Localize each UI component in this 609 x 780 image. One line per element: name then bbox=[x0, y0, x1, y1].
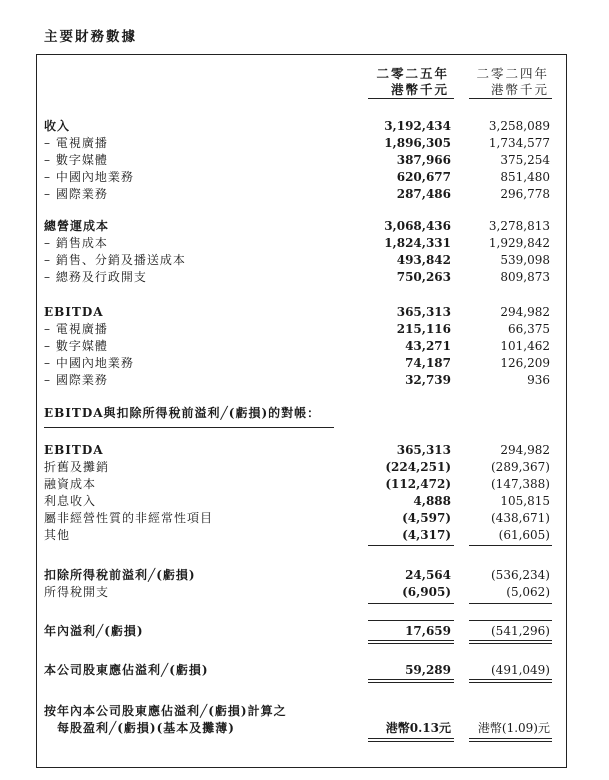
value-current: 港幣0.13元 bbox=[385, 721, 451, 735]
table-row bbox=[44, 662, 550, 679]
row-label: – 電視廣播 bbox=[44, 136, 108, 150]
value-current: 3,068,436 bbox=[384, 219, 451, 233]
total-double-underline bbox=[368, 640, 454, 641]
row-label: 每股盈利╱(虧損)(基本及攤薄) bbox=[44, 721, 235, 735]
col-unit-previous: 港幣千元 bbox=[490, 82, 549, 97]
row-label: – 數字媒體 bbox=[44, 153, 108, 167]
table-row bbox=[44, 252, 550, 269]
row-label: 總營運成本 bbox=[44, 219, 110, 233]
table-row bbox=[44, 405, 550, 422]
value-current: 43,271 bbox=[405, 339, 451, 353]
row-label: 屬非經營性質的非經常性項目 bbox=[44, 511, 214, 525]
value-previous: 66,375 bbox=[508, 322, 550, 336]
table-row bbox=[44, 584, 550, 601]
total-line bbox=[469, 620, 552, 621]
value-current: (4,317) bbox=[402, 528, 451, 542]
row-label: – 中國內地業務 bbox=[44, 170, 134, 184]
value-current: 4,888 bbox=[413, 494, 451, 508]
row-label: – 數字媒體 bbox=[44, 339, 108, 353]
value-current: (6,905) bbox=[402, 585, 451, 599]
row-label: 收入 bbox=[44, 119, 71, 133]
col-header-previous bbox=[476, 66, 549, 98]
total-double-underline bbox=[469, 738, 552, 739]
total-double-underline bbox=[469, 679, 552, 680]
row-label: 扣除所得稅前溢利╱(虧損) bbox=[44, 568, 196, 582]
table-row bbox=[44, 493, 550, 510]
table-row bbox=[44, 169, 550, 186]
value-previous: 105,815 bbox=[500, 494, 550, 508]
value-previous: 851,480 bbox=[500, 170, 550, 184]
value-previous: 294,982 bbox=[500, 305, 550, 319]
value-current: 215,116 bbox=[396, 322, 451, 336]
value-previous: 296,778 bbox=[500, 187, 550, 201]
total-double-underline bbox=[368, 682, 454, 683]
value-current: 1,896,305 bbox=[384, 136, 451, 150]
row-label: – 電視廣播 bbox=[44, 322, 108, 336]
value-current: 74,187 bbox=[405, 356, 451, 370]
value-previous: 126,209 bbox=[500, 356, 550, 370]
row-label: EBITDA bbox=[44, 443, 104, 457]
col-year-previous: 二零二四年 bbox=[476, 66, 549, 81]
table-row bbox=[44, 527, 550, 544]
table-row bbox=[44, 235, 550, 252]
section-divider bbox=[44, 427, 334, 428]
value-current: 365,313 bbox=[396, 305, 451, 319]
row-label: 折舊及攤銷 bbox=[44, 460, 110, 474]
total-double-underline bbox=[469, 643, 552, 644]
value-previous: 1,929,842 bbox=[488, 236, 550, 250]
value-previous: 375,254 bbox=[500, 153, 550, 167]
value-previous: 294,982 bbox=[500, 443, 550, 457]
row-label: 其他 bbox=[44, 528, 71, 542]
row-label: – 銷售、分銷及播送成本 bbox=[44, 253, 186, 267]
col-header-current bbox=[376, 66, 449, 98]
value-current: 59,289 bbox=[405, 663, 451, 677]
value-previous: (61,605) bbox=[498, 528, 550, 542]
row-label: – 國際業務 bbox=[44, 187, 108, 201]
value-previous: 936 bbox=[527, 373, 550, 387]
value-previous: 1,734,577 bbox=[488, 136, 550, 150]
total-line bbox=[368, 620, 454, 621]
value-current: 493,842 bbox=[396, 253, 451, 267]
total-double-underline bbox=[469, 682, 552, 683]
header-underline bbox=[368, 98, 454, 99]
table-row bbox=[44, 355, 550, 372]
value-previous: (5,062) bbox=[506, 585, 550, 599]
total-double-underline bbox=[368, 741, 454, 742]
row-label: – 國際業務 bbox=[44, 373, 108, 387]
row-label: 年內溢利╱(虧損) bbox=[44, 624, 144, 638]
table-row bbox=[44, 304, 550, 321]
total-double-underline bbox=[368, 679, 454, 680]
table-row bbox=[44, 186, 550, 203]
table-row bbox=[44, 135, 550, 152]
col-unit-current: 港幣千元 bbox=[390, 82, 449, 97]
value-previous: 3,278,813 bbox=[488, 219, 550, 233]
row-label: 本公司股東應佔溢利╱(虧損) bbox=[44, 663, 209, 677]
value-current: 287,486 bbox=[396, 187, 451, 201]
total-double-underline bbox=[368, 643, 454, 644]
table-row bbox=[44, 459, 550, 476]
subtotal-underline bbox=[368, 603, 454, 604]
subtotal-underline bbox=[469, 545, 552, 546]
value-previous: (536,234) bbox=[491, 568, 550, 582]
total-double-underline bbox=[469, 640, 552, 641]
table-row bbox=[44, 476, 550, 493]
row-label: 按年內本公司股東應佔溢利╱(虧損)計算之 bbox=[44, 704, 287, 718]
subtotal-underline bbox=[368, 545, 454, 546]
table-row bbox=[44, 269, 550, 286]
value-previous: (289,367) bbox=[491, 460, 550, 474]
row-label: EBITDA與扣除所得稅前溢利╱(虧損)的對帳： bbox=[44, 406, 321, 420]
value-current: (112,472) bbox=[385, 477, 451, 491]
value-previous: 3,258,089 bbox=[488, 119, 550, 133]
value-current: 750,263 bbox=[396, 270, 451, 284]
page-title: 主要財務數據 bbox=[44, 29, 137, 45]
value-previous: 539,098 bbox=[500, 253, 550, 267]
table-row bbox=[44, 118, 550, 135]
table-row bbox=[44, 442, 550, 459]
row-label: – 銷售成本 bbox=[44, 236, 108, 250]
row-label: EBITDA bbox=[44, 305, 104, 319]
table-row bbox=[44, 152, 550, 169]
value-current: (224,251) bbox=[385, 460, 451, 474]
table-row bbox=[44, 623, 550, 640]
total-double-underline bbox=[469, 741, 552, 742]
header-underline bbox=[469, 98, 552, 99]
table-row bbox=[44, 510, 550, 527]
value-previous: 港幣(1.09)元 bbox=[477, 721, 550, 735]
value-current: 3,192,434 bbox=[384, 119, 451, 133]
table-row bbox=[44, 567, 550, 584]
table-row bbox=[44, 338, 550, 355]
value-current: 24,564 bbox=[405, 568, 451, 582]
total-double-underline bbox=[368, 738, 454, 739]
table-row bbox=[44, 720, 550, 737]
table-row bbox=[44, 703, 550, 720]
row-label: 融資成本 bbox=[44, 477, 97, 491]
col-year-current: 二零二五年 bbox=[376, 66, 449, 81]
value-previous: 101,462 bbox=[500, 339, 550, 353]
value-current: 365,313 bbox=[396, 443, 451, 457]
value-previous: (147,388) bbox=[491, 477, 550, 491]
row-label: 利息收入 bbox=[44, 494, 97, 508]
subtotal-underline bbox=[469, 603, 552, 604]
value-current: 32,739 bbox=[405, 373, 451, 387]
row-label: – 中國內地業務 bbox=[44, 356, 134, 370]
table-row bbox=[44, 372, 550, 389]
value-current: 387,966 bbox=[396, 153, 451, 167]
value-previous: (491,049) bbox=[491, 663, 550, 677]
value-previous: (438,671) bbox=[491, 511, 550, 525]
row-label: 所得稅開支 bbox=[44, 585, 110, 599]
value-previous: (541,296) bbox=[491, 624, 550, 638]
value-current: 1,824,331 bbox=[384, 236, 451, 250]
table-row bbox=[44, 218, 550, 235]
value-current: 17,659 bbox=[405, 624, 451, 638]
value-current: (4,597) bbox=[402, 511, 451, 525]
value-current: 620,677 bbox=[396, 170, 451, 184]
value-previous: 809,873 bbox=[500, 270, 550, 284]
table-row bbox=[44, 321, 550, 338]
row-label: – 總務及行政開支 bbox=[44, 270, 147, 284]
